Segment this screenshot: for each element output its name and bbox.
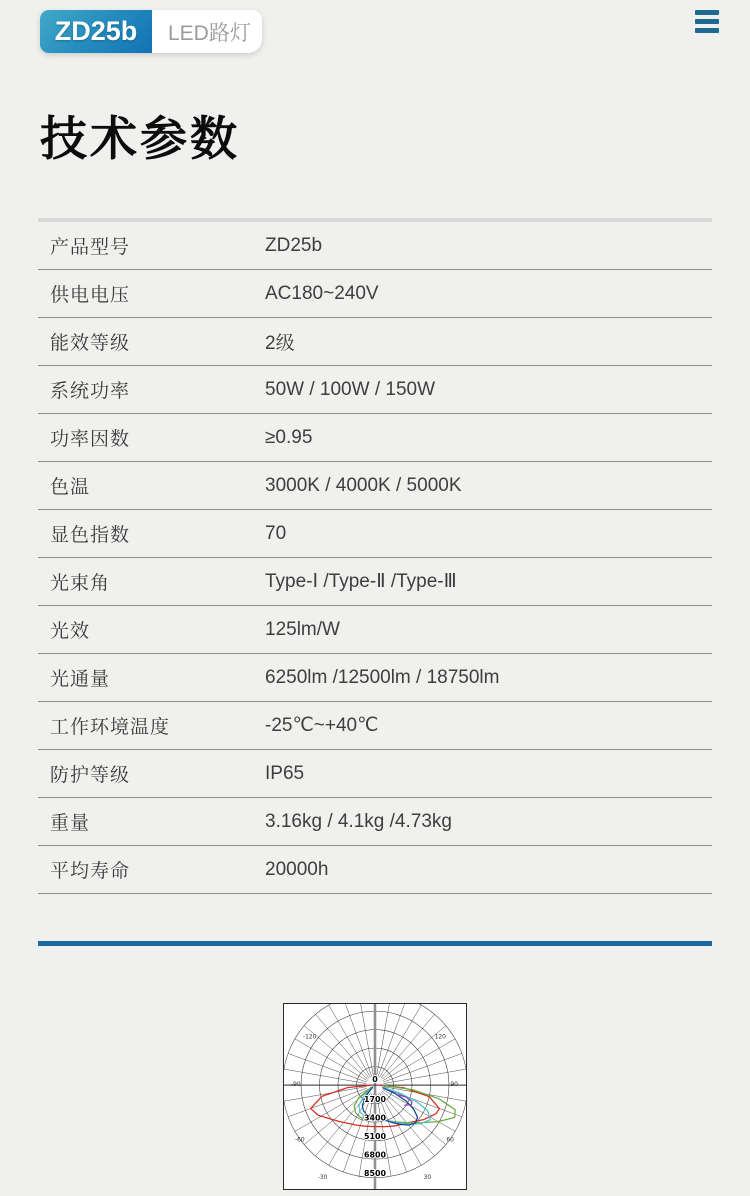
spec-label: 光通量 <box>50 669 111 690</box>
spec-table <box>38 218 712 894</box>
svg-text:90: 90 <box>450 1081 458 1089</box>
spec-value: 125lm/W <box>265 618 340 640</box>
spec-label: 功率因数 <box>50 429 131 450</box>
spec-label: 平均寿命 <box>50 861 131 882</box>
spec-label: 供电电压 <box>50 285 131 306</box>
table-row <box>38 414 712 462</box>
spec-value: IP65 <box>265 762 305 784</box>
table-row <box>38 270 712 318</box>
spec-value: 50W / 100W / 150W <box>265 378 436 400</box>
table-row <box>38 462 712 510</box>
model-badge <box>40 10 152 53</box>
table-row <box>38 750 712 798</box>
hamburger-menu-icon[interactable] <box>695 10 719 33</box>
svg-text:0: 0 <box>372 1075 378 1085</box>
spec-label: 系统功率 <box>50 381 131 402</box>
spec-label: 工作环境温度 <box>50 717 171 738</box>
category-tab-label: LED路灯 <box>168 21 251 45</box>
svg-text:6800: 6800 <box>363 1150 387 1160</box>
spec-value: ZD25b <box>265 234 323 256</box>
table-row <box>38 318 712 366</box>
svg-text:1700: 1700 <box>363 1095 387 1105</box>
svg-text:60: 60 <box>446 1136 454 1144</box>
svg-text:5100: 5100 <box>363 1132 387 1142</box>
spec-value: ≥0.95 <box>265 426 313 448</box>
svg-text:-120: -120 <box>302 1033 317 1041</box>
spec-value: 2级 <box>265 333 295 354</box>
product-badge <box>40 10 262 53</box>
header <box>40 10 720 54</box>
table-row <box>38 654 712 702</box>
table-row <box>38 846 712 894</box>
hamburger-bar <box>695 19 719 24</box>
page-title: 技术参数 <box>40 112 240 165</box>
spec-label: 防护等级 <box>50 765 131 786</box>
spec-label: 重量 <box>50 813 91 834</box>
spec-value: 6250lm /12500lm / 18750lm <box>265 666 500 688</box>
spec-label: 能效等级 <box>50 333 131 354</box>
spec-label: 光束角 <box>50 573 111 594</box>
svg-text:3400: 3400 <box>363 1113 387 1123</box>
table-row <box>38 702 712 750</box>
spec-label: 显色指数 <box>50 525 131 546</box>
spec-value: 70 <box>265 522 287 544</box>
hamburger-bar <box>695 28 719 33</box>
table-row <box>38 510 712 558</box>
spec-value: 3.16kg / 4.1kg /4.73kg <box>265 810 452 832</box>
spec-value: 3000K / 4000K / 5000K <box>265 474 462 496</box>
svg-text:-60: -60 <box>294 1136 305 1144</box>
spec-value: -25℃~+40℃ <box>265 715 379 736</box>
spec-value: AC180~240V <box>265 282 379 304</box>
svg-text:30: 30 <box>423 1174 432 1182</box>
spec-label: 色温 <box>50 477 91 498</box>
svg-text:-90: -90 <box>291 1081 301 1089</box>
svg-text:8500: 8500 <box>363 1169 387 1179</box>
spec-label: 光效 <box>50 621 91 642</box>
polar-chart <box>284 1004 466 1189</box>
section-divider <box>38 941 712 946</box>
category-tab <box>152 10 262 53</box>
table-row <box>38 222 712 270</box>
table-row <box>38 798 712 846</box>
model-badge-label: ZD25b <box>54 16 138 46</box>
spec-label: 产品型号 <box>50 237 131 258</box>
svg-text:120: 120 <box>434 1033 446 1041</box>
spec-value: 20000h <box>265 858 329 880</box>
photometric-diagram <box>283 1003 467 1190</box>
table-row <box>38 558 712 606</box>
svg-text:-30: -30 <box>317 1174 328 1182</box>
spec-value: Type-Ⅰ /Type-Ⅱ /Type-Ⅲ <box>265 571 457 592</box>
table-row <box>38 606 712 654</box>
hamburger-bar <box>695 10 719 15</box>
table-row <box>38 366 712 414</box>
